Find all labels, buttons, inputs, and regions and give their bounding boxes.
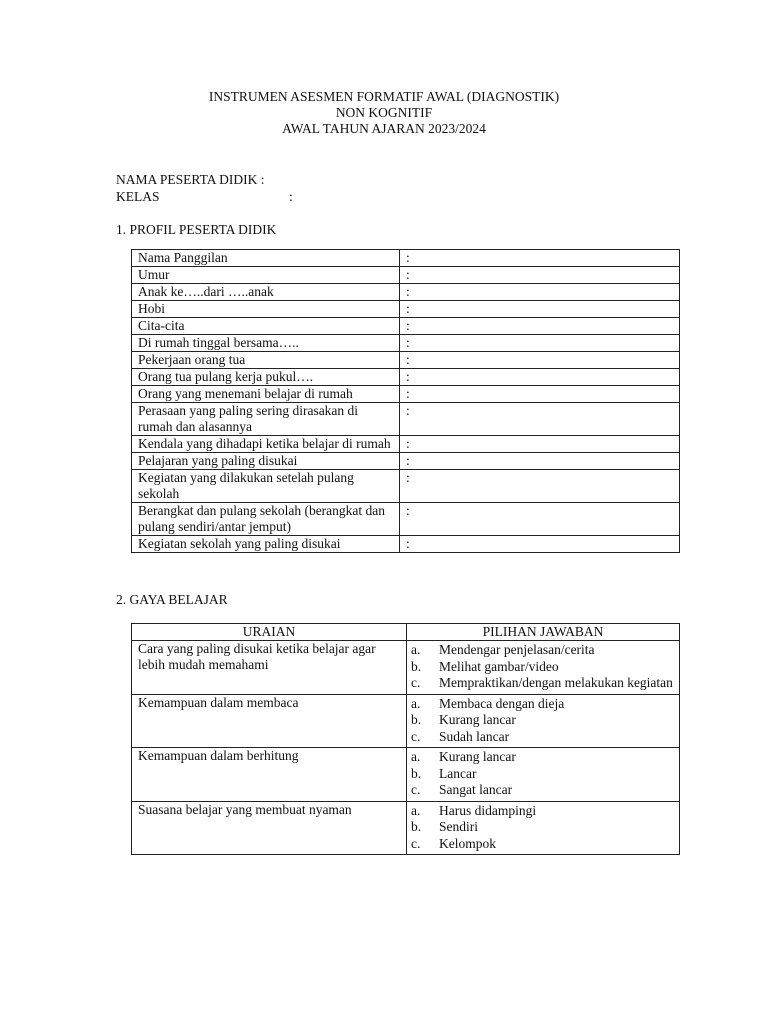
col-header-uraian: URAIAN (132, 624, 407, 641)
row-value: : (400, 536, 680, 553)
table-row (132, 267, 680, 284)
option-letter: b. (411, 819, 422, 834)
row-value: : (400, 284, 680, 301)
table-row (132, 748, 680, 802)
options-cell (407, 801, 680, 855)
options-cell (407, 641, 680, 695)
option-item (411, 642, 675, 659)
option-letter: a. (411, 695, 421, 711)
uraian-cell: Kemampuan dalam berhitung (132, 748, 407, 802)
option-text: Kurang lancar (439, 712, 516, 727)
nama-field (116, 172, 265, 188)
table-header-row (132, 624, 680, 641)
table-row (132, 352, 680, 369)
table-row (132, 694, 680, 748)
options-cell (407, 694, 680, 748)
table-row (132, 536, 680, 553)
table-row (132, 641, 680, 695)
table-row (132, 801, 680, 855)
kelas-colon: : (289, 189, 293, 204)
row-value: : (400, 403, 680, 436)
uraian-cell: Cara yang paling disukai ketika belajar agar lebih mudah memahami (132, 641, 407, 695)
option-text: Sendiri (439, 819, 478, 834)
row-label: Kendala yang dihadapi ketika belajar di rumah (132, 436, 400, 453)
row-label: Kegiatan sekolah yang paling disukai (132, 536, 400, 553)
row-label: Nama Panggilan (132, 250, 400, 267)
option-item (411, 766, 675, 783)
uraian-cell: Suasana belajar yang membuat nyaman (132, 801, 407, 855)
option-text: Lancar (439, 765, 477, 781)
option-item (411, 696, 675, 713)
option-item (411, 803, 675, 820)
row-value: : (400, 369, 680, 386)
doc-title-line3: AWAL TAHUN AJARAN 2023/2024 (282, 121, 486, 136)
option-item (411, 675, 675, 692)
profil-table (131, 249, 680, 553)
row-value: : (400, 453, 680, 470)
row-label: Perasaan yang paling sering dirasakan di rumah dan alasannya (132, 403, 400, 436)
row-value: : (400, 301, 680, 318)
row-label: Orang yang menemani belajar di rumah (132, 386, 400, 403)
row-label: Hobi (132, 301, 400, 318)
option-letter: b. (411, 658, 422, 674)
option-letter: a. (411, 642, 421, 657)
table-row (132, 436, 680, 453)
nama-label: NAMA PESERTA DIDIK : (116, 172, 265, 187)
row-label: Anak ke…..dari …..anak (132, 284, 400, 301)
option-letter: c. (411, 675, 421, 690)
row-value: : (400, 318, 680, 335)
table-row (132, 250, 680, 267)
option-item (411, 782, 675, 799)
option-item (411, 819, 675, 836)
row-label: Pekerjaan orang tua (132, 352, 400, 369)
row-label: Berangkat dan pulang sekolah (berangkat dan pulang sendiri/antar jemput) (132, 503, 400, 536)
option-item (411, 836, 675, 853)
row-label: Di rumah tinggal bersama….. (132, 335, 400, 352)
row-value: : (400, 470, 680, 503)
row-label: Cita-cita (132, 318, 400, 335)
option-item (411, 659, 675, 676)
option-letter: a. (411, 802, 421, 818)
kelas-label: KELAS (116, 189, 160, 204)
doc-title-line2: NON KOGNITIF (335, 105, 433, 120)
option-letter: c. (411, 728, 421, 744)
row-label: Umur (132, 267, 400, 284)
option-text: Harus didampingi (439, 802, 537, 818)
row-value: : (400, 436, 680, 453)
option-text: Mendengar penjelasan/cerita (439, 642, 595, 657)
option-text: Melihat gambar/video (439, 658, 559, 674)
table-row (132, 453, 680, 470)
option-letter: b. (411, 765, 422, 781)
option-letter: a. (411, 749, 421, 764)
table-row (132, 335, 680, 352)
option-item (411, 729, 675, 746)
option-text: Kelompok (439, 835, 496, 851)
row-value: : (400, 386, 680, 403)
row-value: : (400, 352, 680, 369)
row-label: Kegiatan yang dilakukan setelah pulang sekolah (132, 470, 400, 503)
table-row (132, 503, 680, 536)
row-value: : (400, 503, 680, 536)
table-row (132, 470, 680, 503)
kelas-field (116, 189, 293, 205)
options-cell (407, 748, 680, 802)
section-profil-title: 1. PROFIL PESERTA DIDIK (116, 222, 277, 237)
option-text: Mempraktikan/dengan melakukan kegiatan (439, 675, 673, 690)
option-text: Kurang lancar (439, 749, 516, 764)
option-letter: c. (411, 782, 421, 797)
option-item (411, 749, 675, 766)
table-row (132, 284, 680, 301)
option-letter: b. (411, 712, 422, 727)
table-row (132, 301, 680, 318)
row-value: : (400, 250, 680, 267)
option-text: Sudah lancar (439, 728, 510, 744)
option-text: Membaca dengan dieja (439, 695, 565, 711)
row-label: Orang tua pulang kerja pukul…. (132, 369, 400, 386)
table-row (132, 403, 680, 436)
row-value: : (400, 267, 680, 284)
option-text: Sangat lancar (439, 782, 513, 797)
table-row (132, 386, 680, 403)
table-row (132, 318, 680, 335)
row-value: : (400, 335, 680, 352)
col-header-pilihan: PILIHAN JAWABAN (407, 624, 680, 641)
section-gaya-title: 2. GAYA BELAJAR (116, 592, 228, 607)
table-row (132, 369, 680, 386)
doc-title-line1: INSTRUMEN ASESMEN FORMATIF AWAL (DIAGNOSTIK) (208, 89, 560, 104)
uraian-cell: Kemampuan dalam membaca (132, 694, 407, 748)
option-letter: c. (411, 835, 421, 851)
row-label: Pelajaran yang paling disukai (132, 453, 400, 470)
gaya-belajar-table (131, 623, 680, 855)
option-item (411, 712, 675, 729)
